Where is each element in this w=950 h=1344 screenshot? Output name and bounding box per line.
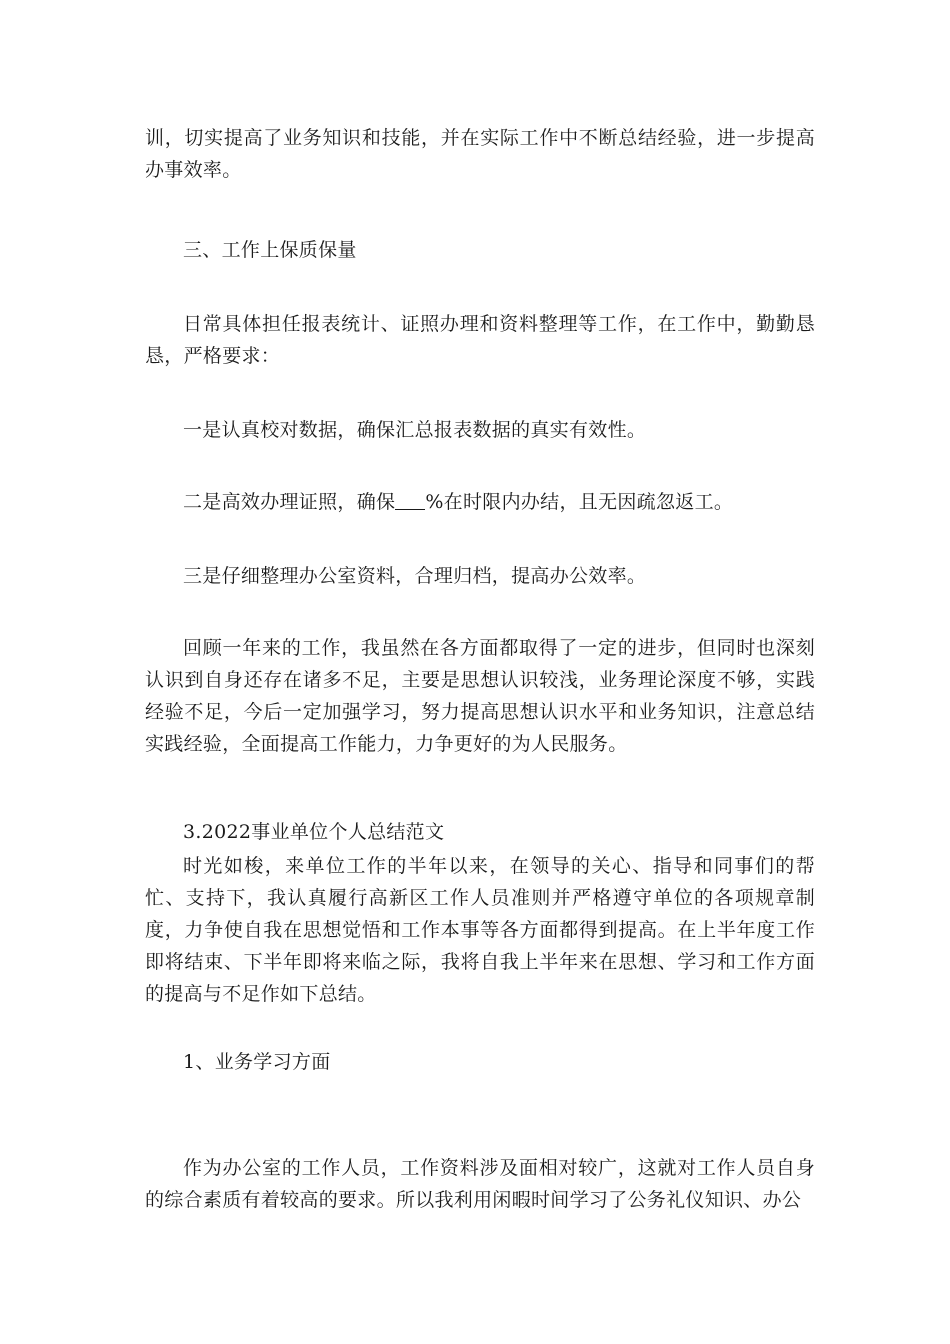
paragraph-item-three: 三是仔细整理办公室资料，合理归档，提高办公效率。 — [183, 565, 647, 587]
blank-underline — [395, 491, 425, 510]
heading-quality-work: 三、工作上保质保量 — [183, 239, 357, 261]
paragraph-office-staff: 作为办公室的工作人员，工作资料涉及面相对较广，这就对工作人员自身的综合素质有着较高的要求。所以我利用闲暇时间学习了公务礼仪知识、办公 — [145, 1157, 815, 1211]
paragraph-item-two — [183, 486, 783, 518]
item-two-after: %在时限内办结，且无因疏忽返工。 — [425, 491, 734, 513]
paragraph-item-one: 一是认真校对数据，确保汇总报表数据的真实有效性。 — [183, 419, 647, 441]
item-two-before: 二是高效办理证照，确保 — [183, 491, 396, 513]
heading-business-study: 1、业务学习方面 — [183, 1051, 331, 1073]
section-title: 3.2022事业单位个人总结范文 — [183, 821, 445, 843]
paragraph-daily-duties: 日常具体担任报表统计、证照办理和资料整理等工作，在工作中，勤勤恳恳，严格要求： — [145, 313, 815, 367]
paragraph-continuation: 训，切实提高了业务知识和技能，并在实际工作中不断总结经验，进一步提高办事效率。 — [145, 127, 815, 181]
paragraph-review: 回顾一年来的工作，我虽然在各方面都取得了一定的进步，但同时也深刻认识到自身还存在诸多不足，主要是思想认识较浅，业务理论深度不够，实践经验不足，今后一定加强学习，努力提高思想认识水平和业务知识，注意总结实践经验，全面提高工作能力，力争更好的为人民服务。 — [145, 637, 815, 755]
paragraph-half-year: 时光如梭，来单位工作的半年以来，在领导的关心、指导和同事们的帮忙、支持下，我认真履行高新区工作人员准则并严格遵守单位的各项规章制度，力争使自我在思想觉悟和工作本事等各方面都得到提高。在上半年度工作即将结束、下半年即将来临之际，我将自我上半年来在思想、学习和工作方面的提高与不足作如下总结。 — [145, 855, 815, 1005]
